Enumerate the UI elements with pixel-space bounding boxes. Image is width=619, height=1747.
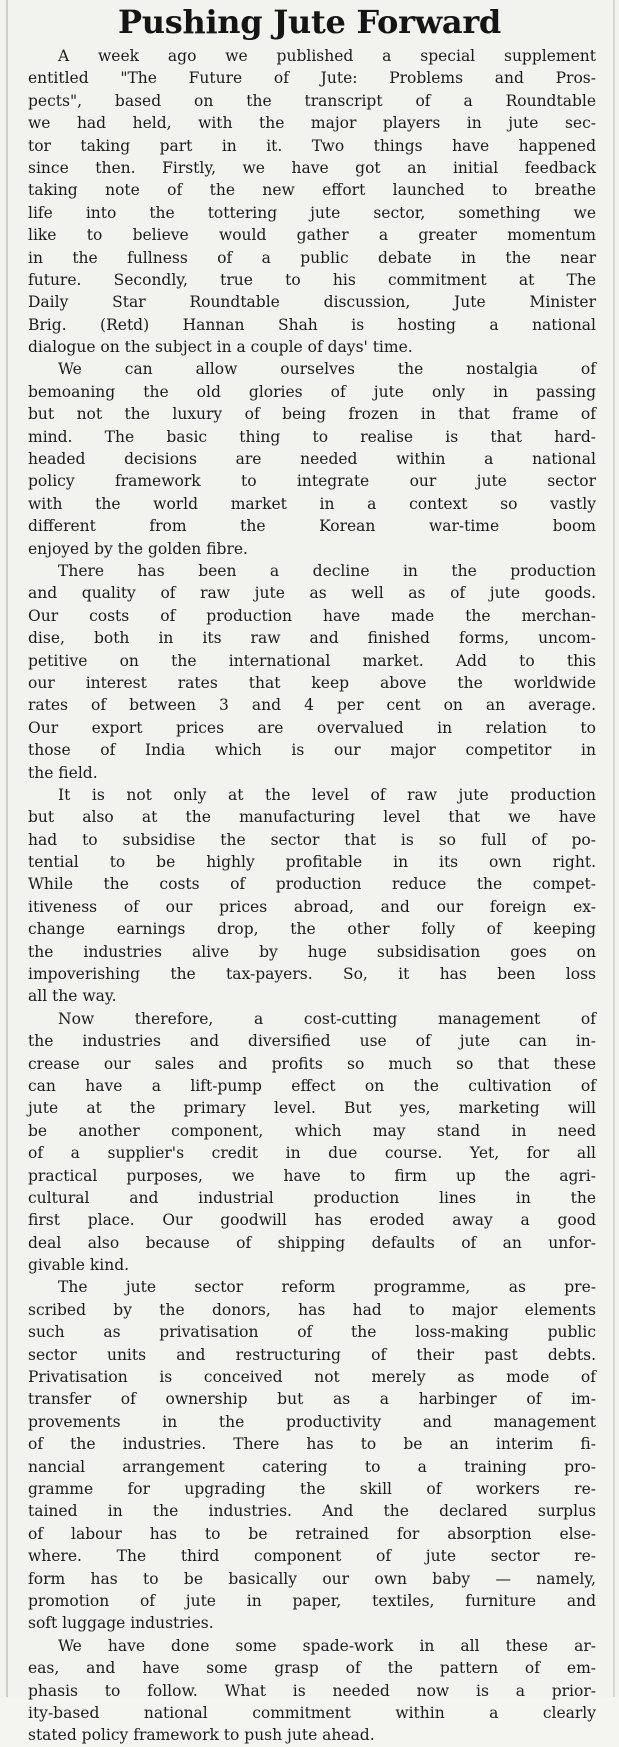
text-line: life into the tottering jute sector, something we xyxy=(28,203,596,222)
text-line: those of India which is our major competitor in xyxy=(28,741,596,760)
text-line: Our costs of production have made the merchan- xyxy=(28,606,596,625)
text-line: nancial arrangement catering to a training pro- xyxy=(28,1457,596,1476)
text-line: tential to be highly profitable in its own right. xyxy=(28,853,596,872)
text-line: we had held, with the major players in jute sec- xyxy=(28,114,596,133)
text-line: of a supplier's credit in due course. Yet, for all xyxy=(28,1144,596,1163)
text-line: mind. The basic thing to realise is that hard- xyxy=(28,427,596,446)
text-line: be another component, which may stand in need xyxy=(28,1121,596,1140)
text-line: pects", based on the transcript of a Roundtable xyxy=(28,91,596,110)
article-paragraph xyxy=(28,1008,596,1277)
text-line: A week ago we published a special supplement xyxy=(58,47,596,65)
article-headline: Pushing Jute Forward xyxy=(118,3,501,41)
text-line: future. Secondly, true to his commitment at The xyxy=(28,270,596,289)
text-line: eas, and have some grasp of the pattern of em- xyxy=(28,1659,596,1678)
text-line: policy framework to integrate our jute sector xyxy=(28,472,596,491)
text-line: can have a lift-pump effect on the cultivation of xyxy=(28,1076,596,1095)
text-line: ity-based national commitment within a clearly xyxy=(28,1703,596,1722)
article-paragraph xyxy=(28,45,596,358)
text-line: jute at the primary level. But yes, marketing will xyxy=(28,1099,596,1118)
text-line: petitive on the international market. Add to this xyxy=(28,651,596,670)
text-line: since then. Firstly, we have got an initial feedback xyxy=(28,158,596,177)
text-line: the field. xyxy=(28,763,98,782)
text-line: soft luggage industries. xyxy=(28,1614,214,1633)
text-line: givable kind. xyxy=(28,1256,130,1275)
text-line: Daily Star Roundtable discussion, Jute Minister xyxy=(28,293,596,312)
text-line: entitled "The Future of Jute: Problems and Pros- xyxy=(28,69,596,88)
text-line: but also at the manufacturing level that we have xyxy=(28,808,596,827)
text-line: deal also because of shipping defaults of an unfor- xyxy=(28,1233,596,1252)
text-line: bemoaning the old glories of jute only in passing xyxy=(28,382,596,401)
text-line: The jute sector reform programme, as pre- xyxy=(58,1278,596,1297)
text-line: of the industries. There has to be an interim fi- xyxy=(28,1435,596,1454)
clipping-left-edge xyxy=(6,0,8,1697)
text-line: and quality of raw jute as well as of jute goods. xyxy=(28,584,596,603)
article-body xyxy=(28,45,596,1747)
text-line: taking note of the new effort launched to breathe xyxy=(28,181,596,200)
text-line: We have done some spade-work in all these ar- xyxy=(58,1636,596,1655)
text-line: dise, both in its raw and finished forms, uncom- xyxy=(28,629,596,648)
text-line: such as privatisation of the loss-making public xyxy=(28,1323,596,1342)
text-line: crease our sales and profits so much so that these xyxy=(28,1054,596,1073)
text-line: tor taking part in it. Two things have happened xyxy=(28,136,596,155)
text-line: impoverishing the tax-payers. So, it has been loss xyxy=(28,965,596,984)
article-paragraph xyxy=(28,358,596,560)
text-line: change earnings drop, the other folly of keeping xyxy=(28,920,596,939)
text-line: itiveness of our prices abroad, and our foreign ex- xyxy=(28,897,596,916)
text-line: There has been a decline in the production xyxy=(58,561,596,580)
text-line: different from the Korean war-time boom xyxy=(28,517,596,536)
text-line: gramme for upgrading the skill of workers re- xyxy=(28,1480,596,1498)
text-line: of labour has to be retrained for absorption else- xyxy=(28,1524,596,1543)
article-paragraph xyxy=(28,784,596,1008)
text-line: the industries and diversified use of jute can in- xyxy=(28,1032,596,1051)
text-line: cultural and industrial production lines in the xyxy=(28,1188,596,1207)
text-line: the industries alive by huge subsidisation goes on xyxy=(28,942,596,961)
text-line: Privatisation is conceived not merely as mode of xyxy=(28,1368,596,1387)
text-line: our interest rates that keep above the worldwide xyxy=(28,673,596,692)
article-paragraph xyxy=(28,1276,596,1634)
text-line: all the way. xyxy=(28,987,117,1006)
text-line: promotion of jute in paper, textiles, furniture and xyxy=(28,1591,596,1610)
text-line: had to subsidise the sector that is so full of po- xyxy=(28,830,596,849)
text-line: Our export prices are overvalued in relation to xyxy=(28,718,596,737)
article-paragraph xyxy=(28,1635,596,1747)
text-line: transfer of ownership but as a harbinger of im- xyxy=(28,1390,596,1409)
text-line: phasis to follow. What is needed now is a prior- xyxy=(28,1681,596,1700)
text-line: but not the luxury of being frozen in that frame of xyxy=(28,405,596,424)
text-line: first place. Our goodwill has eroded away a good xyxy=(28,1211,596,1230)
text-line: like to believe would gather a greater momentum xyxy=(28,226,596,245)
text-line: form has to be basically our own baby — namely, xyxy=(28,1569,596,1588)
text-line: scribed by the donors, has had to major elements xyxy=(28,1300,596,1319)
text-line: practical purposes, we have to firm up the agri- xyxy=(28,1166,596,1185)
text-line: Brig. (Retd) Hannan Shah is hosting a national xyxy=(28,315,596,334)
text-line: Now therefore, a cost-cutting management of xyxy=(58,1009,596,1028)
text-line: While the costs of production reduce the compet- xyxy=(28,875,596,894)
text-line: provements in the productivity and management xyxy=(28,1412,596,1431)
text-line: sector units and restructuring of their past debts. xyxy=(28,1345,596,1364)
text-line: We can allow ourselves the nostalgia of xyxy=(58,360,596,379)
text-line: with the world market in a context so vastly xyxy=(28,494,596,513)
text-line: enjoyed by the golden fibre. xyxy=(28,539,248,558)
text-line: headed decisions are needed within a national xyxy=(28,450,596,469)
clipping-right-edge xyxy=(613,0,615,1697)
text-line: tained in the industries. And the declared surplus xyxy=(28,1502,596,1521)
article-paragraph xyxy=(28,560,596,784)
text-line: dialogue on the subject in a couple of days' time. xyxy=(28,338,413,357)
text-line: stated policy framework to push jute ahead. xyxy=(28,1726,375,1745)
text-line: where. The third component of jute sector re- xyxy=(28,1547,596,1566)
text-line: It is not only at the level of raw jute production xyxy=(58,785,596,804)
text-line: rates of between 3 and 4 per cent on an average. xyxy=(28,696,596,715)
text-line: in the fullness of a public debate in the near xyxy=(28,248,596,267)
